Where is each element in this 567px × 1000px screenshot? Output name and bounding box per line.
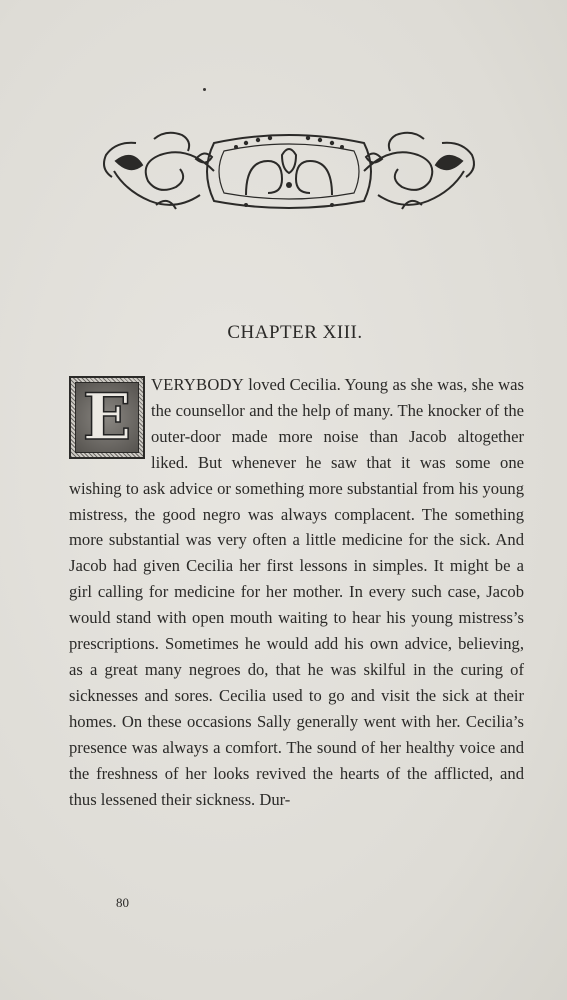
lead-small-caps: VERYBODY [151, 375, 244, 394]
page-number: 80 [116, 895, 129, 910]
drop-cap [69, 376, 145, 459]
decorative-headpiece [96, 125, 482, 217]
drop-cap-letter: E [82, 379, 132, 455]
chapter-body [69, 372, 524, 812]
paragraph-text: loved Cecilia. Young as she was, she was the counsellor and the help of many. The knocker of the outer-door made more noise than Jacob altogether liked. But whenever he saw that it was some one wishing to ask advice or something more substantial from his young mistress, the good negro was always complacent. The something more substantial was very often a little medicine for the sick. And Jacob had given Cecilia her first lessons in simples. It might be a girl calling for medicine for her mother. In every such case, Jacob would stand with open mouth waiting to hear his young mistress’s prescriptions. Sometimes he would add his own advice, believing, as a great many negroes do, that he was skilful in the curing of sicknesses and sores. Cecilia used to go and visit the sick at their homes. On these occasions Sally generally went with her. Cecilia’s presence was always a comfort. The sound of her healthy voice and the freshness of her looks revived the hearts of the afflicted, and thus lessened their sickness. Dur- [69, 375, 524, 809]
ink-speck [203, 88, 206, 91]
chapter-title: CHAPTER XIII. [227, 322, 363, 343]
